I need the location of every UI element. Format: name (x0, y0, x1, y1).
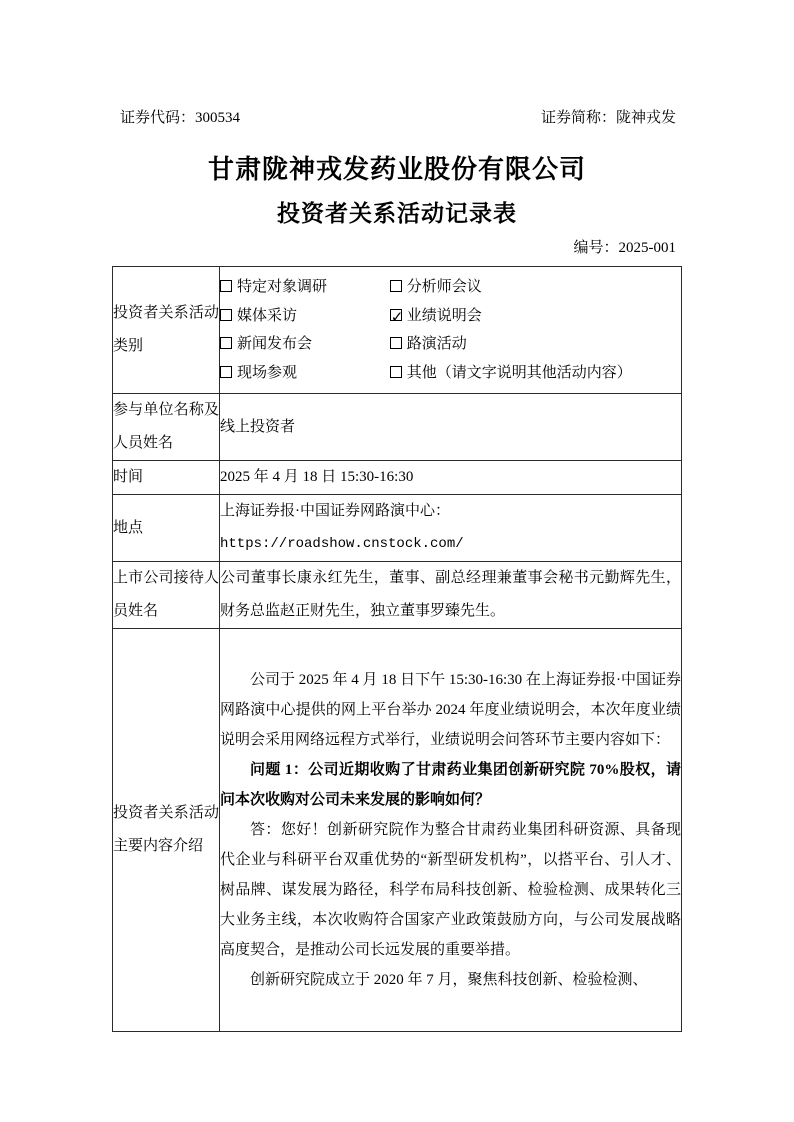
location-name: 上海证券报·中国证券网路演中心： (220, 503, 450, 519)
company-attendees-value: 公司董事长康永红先生，董事、副总经理兼董事会秘书元勤辉先生，财务总监赵正财先生，独立董事罗臻先生。 (220, 562, 682, 629)
question-1-paragraph: 问题 1：公司近期收购了甘肃药业集团创新研究院 70%股权，请问本次收购对公司未来发展的影响如何？ (220, 762, 681, 808)
row-label-location: 地点 (113, 495, 220, 562)
row-label-participants: 参与单位名称及人员姓名 (113, 394, 220, 461)
table-row-company-attendees (113, 562, 682, 629)
checkbox-label-special-survey: 特定对象调研 (237, 279, 328, 295)
checkbox-line (220, 362, 681, 384)
checkbox-item-media-interview (220, 305, 386, 327)
checkbox-label-other: 其他（请文字说明其他活动内容） (406, 364, 632, 381)
checkbox-label-press-conference: 新闻发布会 (237, 336, 313, 353)
roadshow-url-link[interactable]: https://roadshow.cnstock.com/ (220, 536, 464, 552)
checkbox-item-earnings-briefing (390, 305, 482, 327)
record-table (112, 266, 682, 1032)
document-title: 投资者关系活动记录表 (277, 200, 517, 226)
checkbox-item-analyst-meeting (390, 276, 482, 298)
checkbox-item-roadshow (390, 333, 467, 355)
checkbox-item-other (390, 362, 632, 384)
securities-meta-row (0, 0, 794, 128)
company-name-title: 甘肃陇神戎发药业股份有限公司 (207, 154, 586, 184)
checkbox-label-earnings-briefing: 业绩说明会 (406, 307, 482, 324)
row-label-company-attendees: 上市公司接待人员姓名 (113, 562, 220, 629)
checkbox-site-visit[interactable] (220, 366, 232, 378)
answer-1-paragraph: 答：您好！创新研究院作为整合甘肃药业集团科研资源、具备现代企业与科研平台双重优势的“新型研发机构”，以搭平台、引人才、树品牌、谋发展为路径，科学布局科技创新、检验检测、成果转化三大业务主线，本次收购符合国家产业政策鼓励方向，与公司发展战略高度契合，是推动公司长远发展的重要举措。 (220, 822, 681, 958)
checkbox-label-roadshow: 路演活动 (406, 336, 467, 353)
intro-paragraph: 公司于 2025 年 4 月 18 日下午 15:30-16:30 在上海证券报·中国证券网路演中心提供的网上平台举办 2024 年度业绩说明会，本次年度业绩说明会采用网络远程方式举行，业绩说明会问答环节主要内容如下： (220, 672, 681, 748)
checkbox-earnings-briefing[interactable] (390, 309, 402, 321)
checkbox-label-analyst-meeting: 分析师会议 (406, 279, 482, 295)
stock-name-text: 证券简称：陇神戎发 (540, 110, 676, 126)
checkbox-line (220, 276, 681, 298)
row-label-activity-type: 投资者关系活动类别 (113, 267, 220, 394)
location-cell (220, 495, 682, 562)
table-row-activity-type (113, 267, 682, 394)
participants-value: 线上投资者 (220, 394, 682, 461)
checkbox-press-conference[interactable] (220, 337, 232, 349)
checkbox-other[interactable] (390, 366, 402, 378)
checkbox-item-special-survey (220, 276, 386, 298)
checkbox-item-press-conference (220, 333, 386, 355)
table-row-time (113, 461, 682, 495)
document-number: 编号：2025-001 (573, 240, 676, 256)
activity-type-cell (220, 267, 682, 394)
main-content-cell (220, 629, 682, 1032)
row-label-main-content: 投资者关系活动主要内容介绍 (113, 629, 220, 1032)
table-row-main-content (113, 629, 682, 1032)
row-label-time: 时间 (113, 461, 220, 495)
continuation-paragraph: 创新研究院成立于 2020 年 7 月，聚焦科技创新、检验检测、 (250, 972, 648, 988)
checkbox-media-interview[interactable] (220, 309, 232, 321)
checkbox-label-site-visit: 现场参观 (237, 364, 298, 381)
checkbox-label-media-interview: 媒体采访 (237, 307, 298, 324)
checkbox-special-survey[interactable] (220, 280, 232, 292)
checkbox-line (220, 333, 681, 355)
checkbox-roadshow[interactable] (390, 337, 402, 349)
stock-code-text: 证券代码：300534 (120, 110, 241, 126)
table-row-participants (113, 394, 682, 461)
time-value: 2025 年 4 月 18 日 15:30-16:30 (220, 461, 682, 495)
checkbox-analyst-meeting[interactable] (390, 280, 402, 292)
checkbox-grid (220, 274, 681, 386)
table-row-location (113, 495, 682, 562)
checkbox-item-site-visit (220, 362, 386, 384)
checkbox-line (220, 305, 681, 327)
